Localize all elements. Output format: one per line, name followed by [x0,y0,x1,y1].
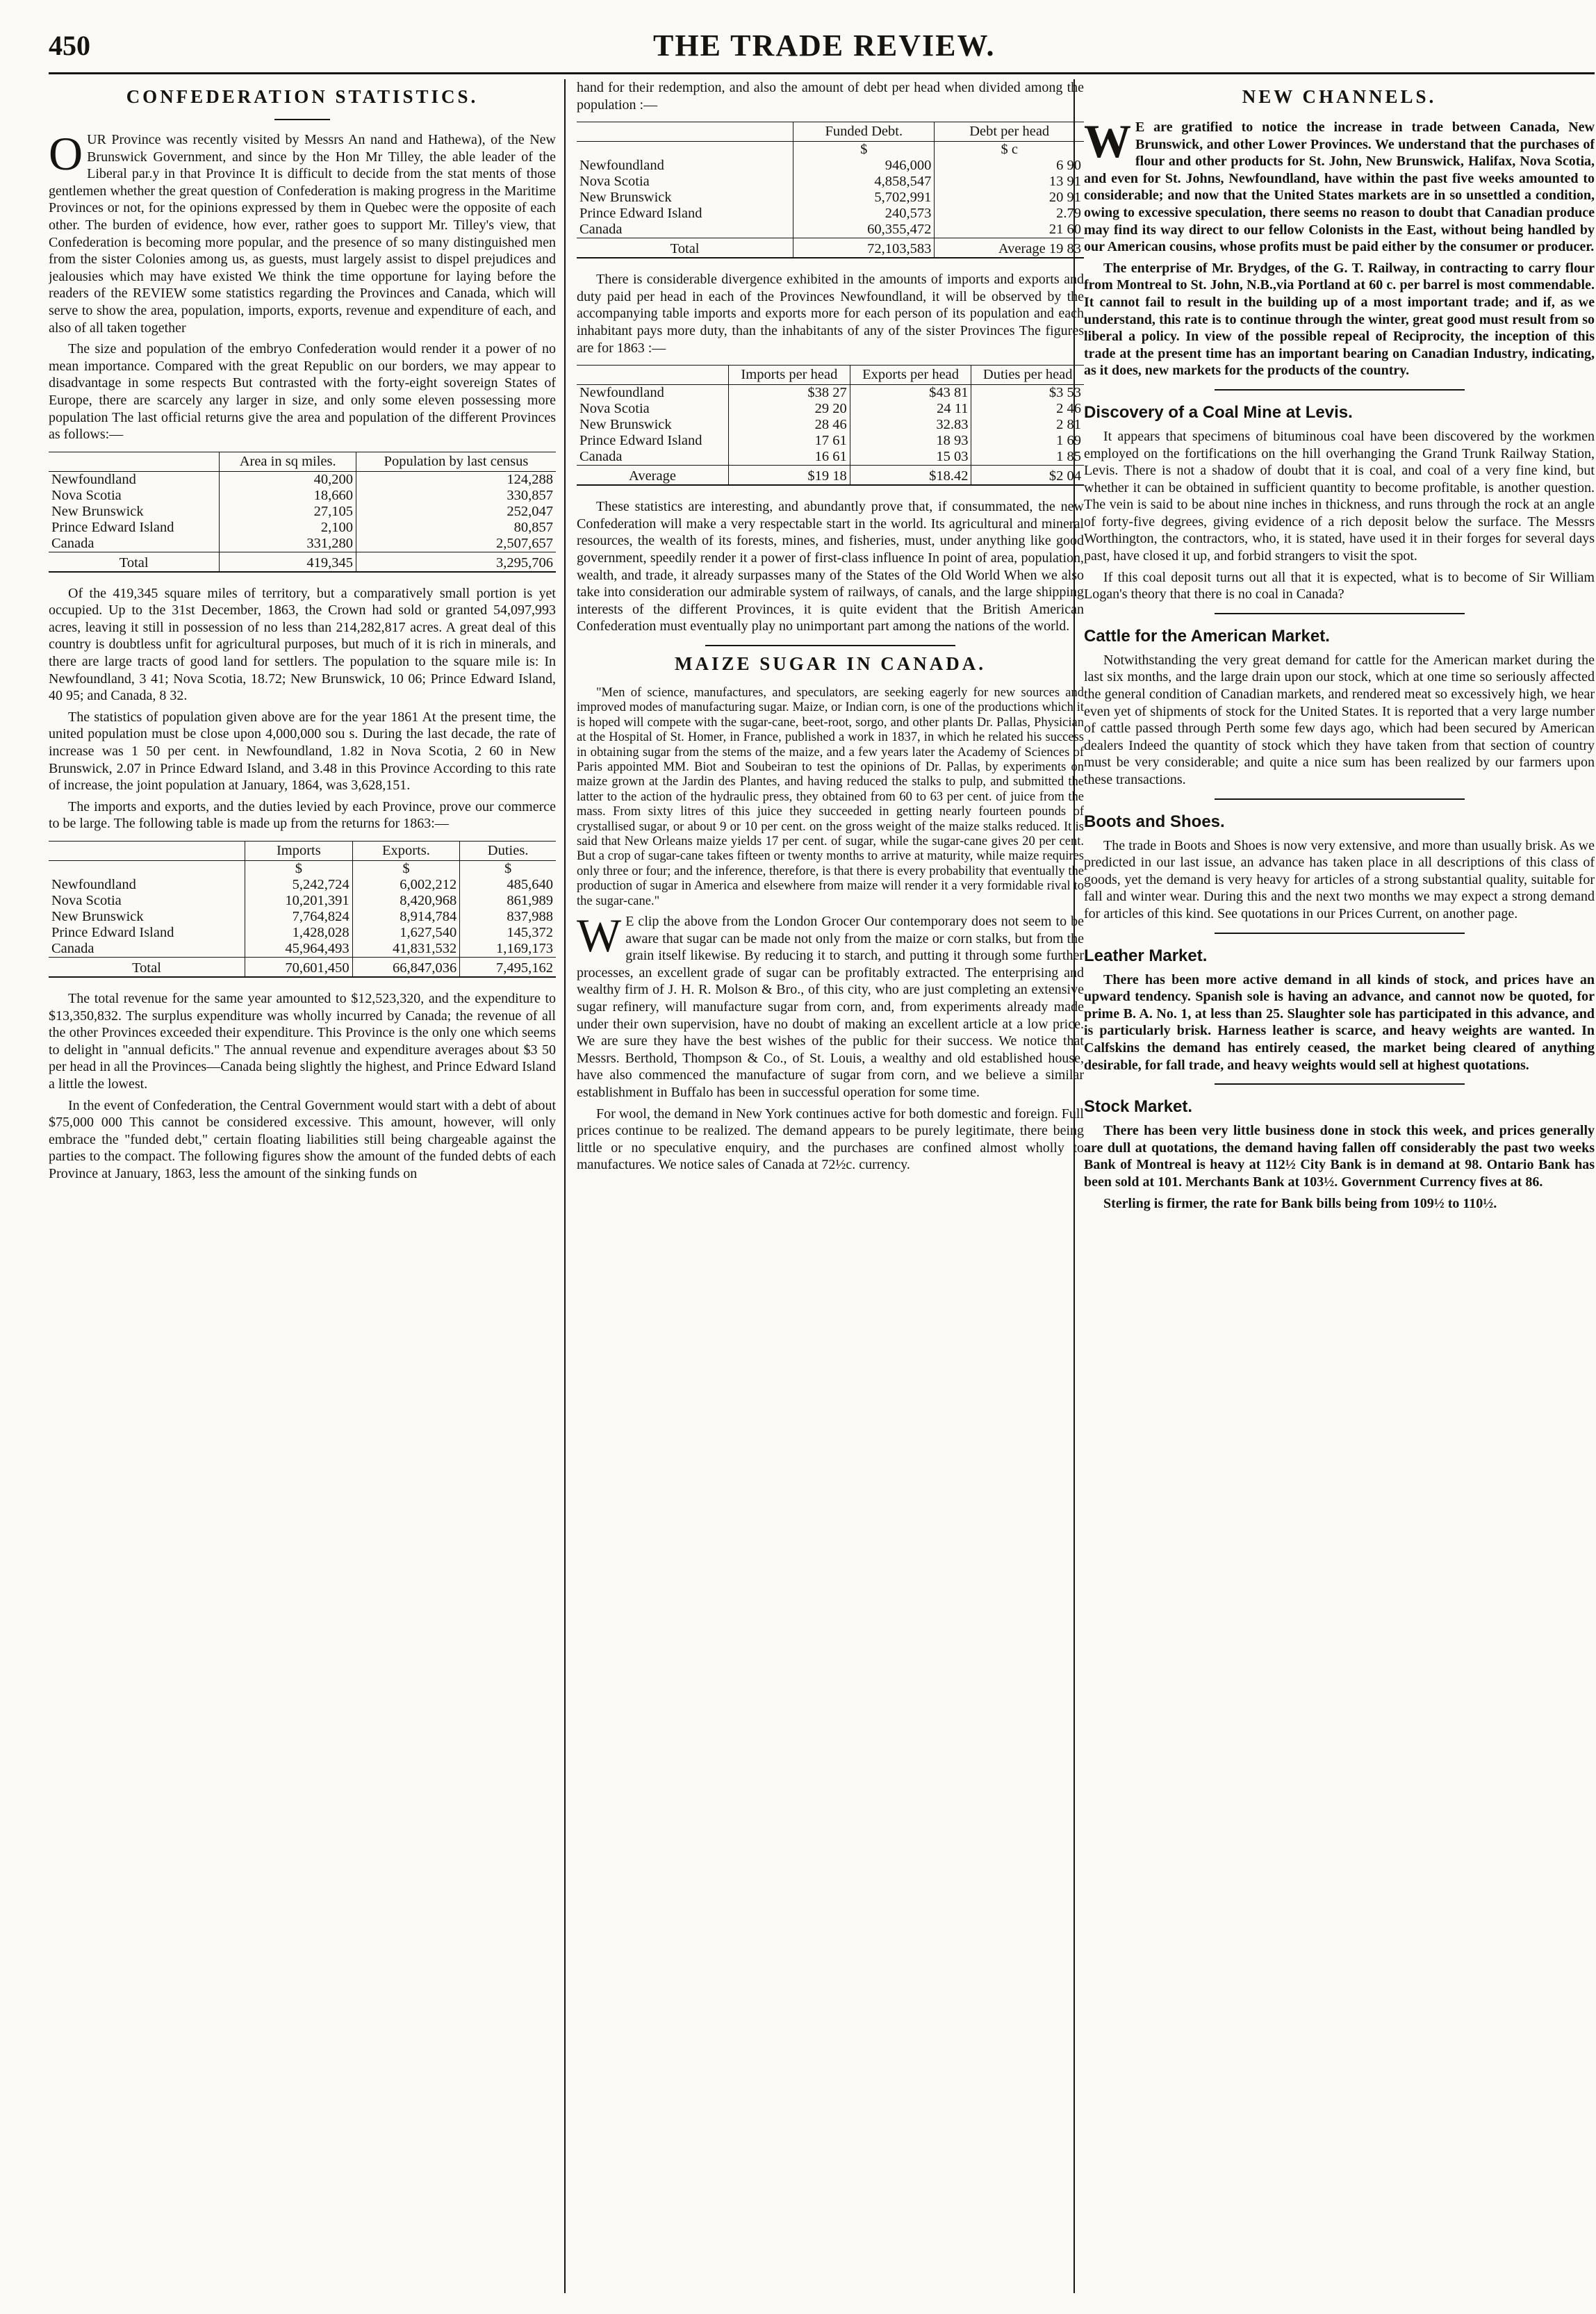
table-row: Nova Scotia 4,858,547 13 91 [577,174,1084,190]
column-3 [1084,79,1595,2300]
section-rule [1215,798,1465,800]
table-row: Newfoundland 946,000 6 90 [577,158,1084,174]
quoted-paragraph: "Men of science, manufactures, and speculators, are seeking eagerly for new sources and improved modes of manufacturing sugar. Maize, or Indian corn, is one of the productions which it is hoped will compete with the sugar-cane, beet-root, sorgo, and other plants Dr. Pallas, Physician at the Hospital of St. Homer, in France, published a work in 1837, in which he related his success in obtaining sugar from the stems of the maize, and a few years later the Academy of Sciences of Paris appointed MM. Biot and Soubeiran to test the opinions of Dr. Pallas, by experiments on maize grown at the Jardin des Plantes, and having reduced the stalks to pulp, and submitted the latter to the action of the hydraulic press, they obtained from 60 to 63 per cent. of juice from the mass. From sixty litres of this juice they succeeded in getting nearly fourteen pounds of crystallised sugar, or about 9 or 10 per cent. on the gross weight of the maize stalks reduced. It is said that New Orleans maize yields 17 per cent. of sugar, while the sugar-cane gives 20 per cent. But a crop of sugar-cane takes fifteen or twenty months to arrive at maturity, while maize requires only three or four; and the inference, therefore, is that there is every probability that eventually the production of sugar in America and elsewhere from maize will render it a very formidable rival to the sugar-cane." [577,685,1084,908]
table-row: Nova Scotia 10,201,391 8,420,968 861,989 [49,893,556,909]
section-rule [705,645,955,646]
section-rule [1215,933,1465,934]
paragraph: If this coal deposit turns out all that it is expected, what is to become of Sir William Logan's theory that there is no coal in Canada? [1084,569,1595,602]
drop-cap: W [1084,115,1131,167]
paragraph: The enterprise of Mr. Brydges, of the G. T. Railway, in contracting to carry flour from Montreal to St. John, N.B.,via Portland at 60 c. per barrel is most commendable. It cannot fail to result in the building up of a most important trade; and if, as we understand, this rate is to continue through the winter, great good must result from so liberal a policy. In view of the possible repeal of Reciprocity, the inception of this trade at the present time has an important bearing on Canadian Industry, indicating, as it does, new markets for the products of the country. [1084,260,1595,379]
article-title: CONFEDERATION STATISTICS. [126,86,479,107]
table-row: Canada 16 61 15 03 1 85 [577,449,1084,466]
section-heading: Cattle for the American Market. [1084,626,1330,646]
paragraph: The size and population of the embryo Confederation would render it a power of no mean importance. Compared with the great Republic on our borders, we may appear to disadvantage in some respects But contrasted with the forty-eight sovereign States of Europe, there are scarcely any larger in size, and only some eleven possessing more population The last official returns give the area and population of the different Provinces as follows:— [49,341,556,443]
per-head-table: Imports per head Exports per head Duties per head Newfoundland $38 27 $43 81 $3 53 Nova Scotia 29 20 24 11 2 46 New Brunswick 28 46 32.83 2 81 Prince Edward Island 17 61 18 93 1 69 Canada 16 61 15 03 1 85 Average $19 18 $18.42 $2 04 [577,365,1084,486]
table-total-row: Total 70,601,450 66,847,036 7,495,162 [49,958,556,978]
title-rule [274,119,330,120]
table-total-row: Total 419,345 3,295,706 [49,552,556,572]
article-title: NEW CHANNELS. [1242,86,1437,107]
paragraph: Of the 419,345 square miles of territory, but a comparatively small portion is yet occupied. Up to the 31st December, 1863, the Crown had sold or granted 54,097,993 acres, leaving it still in possession of no less than 214,282,817 acres. A great deal of this country is doubtless unfit for agricultural purposes, but much of it is rich in minerals, and there are large tracts of good land for settlers. The population to the square mile is: In Newfoundland, 3 41; Nova Scotia, 18.72; New Brunswick, 10 06; Prince Edward Island, 40 95; and Canada, 8 32. [49,585,556,704]
table-row: New Brunswick 28 46 32.83 2 81 [577,417,1084,433]
table-total-row: Total 72,103,583 Average 19 83 [577,238,1084,259]
drop-cap: O [49,127,83,180]
table-row: Canada 60,355,472 21 60 [577,222,1084,238]
section-heading: Discovery of a Coal Mine at Levis. [1084,402,1353,422]
table-row: Newfoundland 40,200 124,288 [49,471,556,488]
section-rule [1215,389,1465,391]
drop-cap: W [577,909,622,962]
table-row: Canada 331,280 2,507,657 [49,536,556,552]
section-heading: Leather Market. [1084,946,1208,965]
section-heading: Boots and Shoes. [1084,812,1225,831]
header-rule [49,72,1595,74]
paragraph: There is considerable divergence exhibited in the amounts of imports and exports and duty paid per head in each of the Provinces Newfoundland, it will be observed by the accompanying table imports and exports more for each person of its population and each inhabitant pays more duty, than the inhabitants of any of the sister Provinces The figures are for 1863 :— [577,272,1084,356]
table-row: Prince Edward Island 17 61 18 93 1 69 [577,433,1084,449]
paragraph: The trade in Boots and Shoes is now very extensive, and more than usually brisk. As we predicted in our last issue, an advance has taken place in all descriptions of this class of goods, yet the demand is very heavy for articles of a strong substantial quality, suitable for fall and winter wear. During this and the next two months we may expect a strong demand for articles of this kind. See quotations in our Prices Current, on another page. [1084,837,1595,921]
paragraph: Sterling is firmer, the rate for Bank bills being from 109½ to 110½. [1103,1195,1497,1211]
table-row: New Brunswick 27,105 252,047 [49,504,556,520]
paragraph: The imports and exports, and the duties levied by each Province, prove our commerce to be large. The following table is made up from the returns for 1863:— [49,798,556,832]
funded-debt-table: Funded Debt. Debt per head $ $ c Newfoundland 946,000 6 90 Nova Scotia 4,858,547 13 91 New Brunswick 5,702,991 20 91 Prince Edward Island 240,573 2.79 Canada 60,355,472 21 60 Total 72,103,583 Average 19 83 [577,122,1084,259]
paragraph: In the event of Confederation, the Central Government would start with a debt of about $75,000 000 This cannot be considered excessive. This amount, however, will only embrace the "funded debt," certain floating liabilities still being chargeable against the parties to the compact. The following figures show the amount of the funded debts of each Province at January, 1863, less the amount of the sinking funds on [49,1097,556,1181]
paragraph: For wool, the demand in New York continues active for both domestic and foreign. Full prices continue to be realized. The demand appears to be purely legitimate, there being little or no speculative enquiry, and the purchases are confined almost wholly to manufactures. We notice sales of Canada at 72½c. currency. [577,1106,1084,1173]
paragraph: W E are gratified to notice the increase in trade between Canada, New Brunswick, and other Lower Provinces. We understand that the purchases of flour and other products for St. John, New Brunswick, Halifax, Nova Scotia, and even for St. Johns, Newfoundland, have within the past five weeks amounted to considerable; and now that the United States markets are in so unsettled a condition, owing to excessive speculation, there seems no reason to doubt that Canadian produce may find its way direct to our fellow Colonists in the East, without being handled by our American cousins, whose profits must be paid either by the consumer or producer. [1084,115,1595,255]
table-row: Newfoundland 5,242,724 6,002,212 485,640 [49,877,556,893]
table-row: Nova Scotia 18,660 330,857 [49,488,556,504]
paragraph: The statistics of population given above are for the year 1861 At the present time, the united population must be close upon 4,000,000 sou s. During the last decade, the rate of increase was 1 50 per cent. in Newfoundland, 1.82 in Nova Scotia, 2 60 in New Brunswick, 2.07 in Prince Edward Island, and 3.48 in this Province According to this rate of increase, the joint population at January, 1864, was 3,628,151. [49,709,556,794]
page-number: 450 [49,30,90,61]
paragraph: OUR Province was recently visited by Messrs An nand and Hathewa), of the New Brunswick Government, and since by the Hon Mr Tilley, the able leader of the Liberal par.y in that Province It is difficult to decide from the stat ments of those gentlemen whether the great question of Confederation is making progress in the Maritime Provinces or not, for the opinions expressed by them in Quebec were the opposite of each other. The burden of evidence, how ever, rather goes to support Mr. Tilley's view, that Confederation is becoming more popular, and the presence of so many distinguished men from the sister Colonies among us, as guests, must largely assist to dispel prejudices and jealousies which may have existed We think the time opportune for laying before the readers of the REVIEW some statistics regarding the Provinces and Canada, which will serve to show the area, population, imports, exports, revenue and expenditure of each, and also of all taken together [49,127,556,336]
table-row: Newfoundland $38 27 $43 81 $3 53 [577,385,1084,402]
paragraph: The total revenue for the same year amounted to $12,523,320, and the expenditure to $13,350,832. The surplus expenditure was wholly incurred by Canada; the revenue of all the other Provinces exceeded their expenditure. This Province is the only one which seems to delight in "annual deficits." The annual revenue and expenditure averages about $3 50 per head in all the Provinces—Canada being slightly the highest, and Prince Edward Island a little the lowest. [49,991,556,1092]
column-1 [49,79,556,2300]
table-row: New Brunswick 7,764,824 8,914,784 837,988 [49,909,556,925]
table-row: Prince Edward Island 240,573 2.79 [577,206,1084,222]
area-population-table: Area in sq miles. Population by last census Newfoundland 40,200 124,288 Nova Scotia 18,660 330,857 New Brunswick 27,105 252,047 Prince Edward Island 2,100 80,857 Canada 331,280 2,507,657 Total 419,345 3,295,706 [49,452,556,573]
paragraph: It appears that specimens of bituminous coal have been discovered by the workmen employed on the fortifications on the hill overhanging the Grand Trunk Railway Station, Levis. There is not a shadow of doubt that it is coal, and coal of a very fine kind, but whether it can be obtained in sufficient quantity to become profitable, is another question. The vein is said to be about nine inches in thickness, and runs through the rock at an angle of forty-five degrees, giving evidence of a rich deposit below the surface. The Messrs Worthington, the contractors, who, it is stated, have used it in their forges for several days past, have closed it up, and forbid strangers to visit the spot. [1084,428,1595,564]
table-row: Nova Scotia 29 20 24 11 2 46 [577,401,1084,417]
paragraph: hand for their redemption, and also the amount of debt per head when divided among the population :— [577,80,1084,113]
section-heading: Stock Market. [1084,1097,1193,1117]
paragraph: These statistics are interesting, and abundantly prove that, if consummated, the new Confederation will make a very respectable start in the world. Its agricultural and mineral resources, the wealth of its forests, mines, and fisheries, must, under anything like good government, speedily render it a power of first-class influence In point of area, population, wealth, and trade, it already surpasses many of the States of the Old World When we also take into consideration our admirable system of railways, of canals, and the large shipping interests of the different Provinces, it is quite evident that the British American Confederation must eventually play no unimportant part among the nations of the world. [577,499,1084,634]
column-2 [577,79,1084,2300]
paragraph: W E clip the above from the London Grocer Our contemporary does not seem to be aware that sugar can be made not only from the maize or corn stalks, but from the grain itself likewise. By reducing it to starch, and putting it through some further processes, an excellent grade of sugar can be profitably extracted. The enterprising and wealthy firm of J. H. R. Molson & Bro., of this city, who are just completing an extensive sugar refinery, will manufacture sugar from corn, and, from experiments already made under their own supervision, have no doubt of making an excellent article at a low price. We are sure they have the best wishes of the public for their success. We notice that Messrs. Berthold, Thompson & Co., of St. Louis, a wealthy and old established house, have also commenced the manufacture of sugar from corn, and we believe a similar establishment in Buffalo has been in successful operation for some time. [577,909,1084,1100]
table-total-row: Average $19 18 $18.42 $2 04 [577,466,1084,486]
table-row: New Brunswick 5,702,991 20 91 [577,190,1084,206]
section-rule [1215,1083,1465,1085]
table-row: Prince Edward Island 2,100 80,857 [49,520,556,536]
page-header [49,28,1595,69]
paragraph: There has been more active demand in all kinds of stock, and prices have an upward tendency. Spanish sole is having an advance, and cannot now be quoted, for prime B. A. No. 1, at less than 25. Slaughter sole has participated in this advance, and is particularly brisk. Harness leather is scarce, and heavy weights are wanted. In Calfskins the demand has entirely ceased, the market being cleared of anything desirable, for fall trade, and heavy weights would sell at highest quotations. [1084,971,1595,1073]
section-rule [1215,613,1465,614]
running-title: THE TRADE REVIEW. [653,28,996,63]
column-divider [564,79,566,2293]
table-row: Canada 45,964,493 41,831,532 1,169,173 [49,941,556,958]
trade-table: Imports Exports. Duties. $ $ $ Newfoundland 5,242,724 6,002,212 485,640 Nova Scotia 10,201,391 8,420,968 861,989 New Brunswick 7,764,824 8,914,784 837,988 Prince Edward Island 1,428,028 1,627,540 145,372 Canada 45,964,493 41,831,532 1,169,173 Total 70,601,450 66,847,036 7,495,162 [49,841,556,978]
article-title: MAIZE SUGAR IN CANADA. [674,653,987,674]
table-row: Prince Edward Island 1,428,028 1,627,540 145,372 [49,925,556,941]
paragraph: Notwithstanding the very great demand for cattle for the American market during the last six months, and the large drain upon our stock, which at one time so seriously affected the general condition of Canadian markets, and rendered meat so excessively high, we hear even yet of shipments of stock for the United States. It is reported that a very large number of cattle passed through Perth some few days ago, which had been secured by American dealers Indeed the quantity of stock which they have taken from that section of country must be very considerable; and quite a nice sum has been realized by our farmers upon these transactions. [1084,652,1595,787]
paragraph: There has been very little business done in stock this week, and prices generally are dull at quotations, the demand having fallen off considerably the past two weeks Bank of Montreal is heavy at 112½ City Bank is in demand at 98. Ontario Bank has been sold at 101. Merchants Bank at 103½. Government Currency fives at 86. [1084,1123,1595,1190]
